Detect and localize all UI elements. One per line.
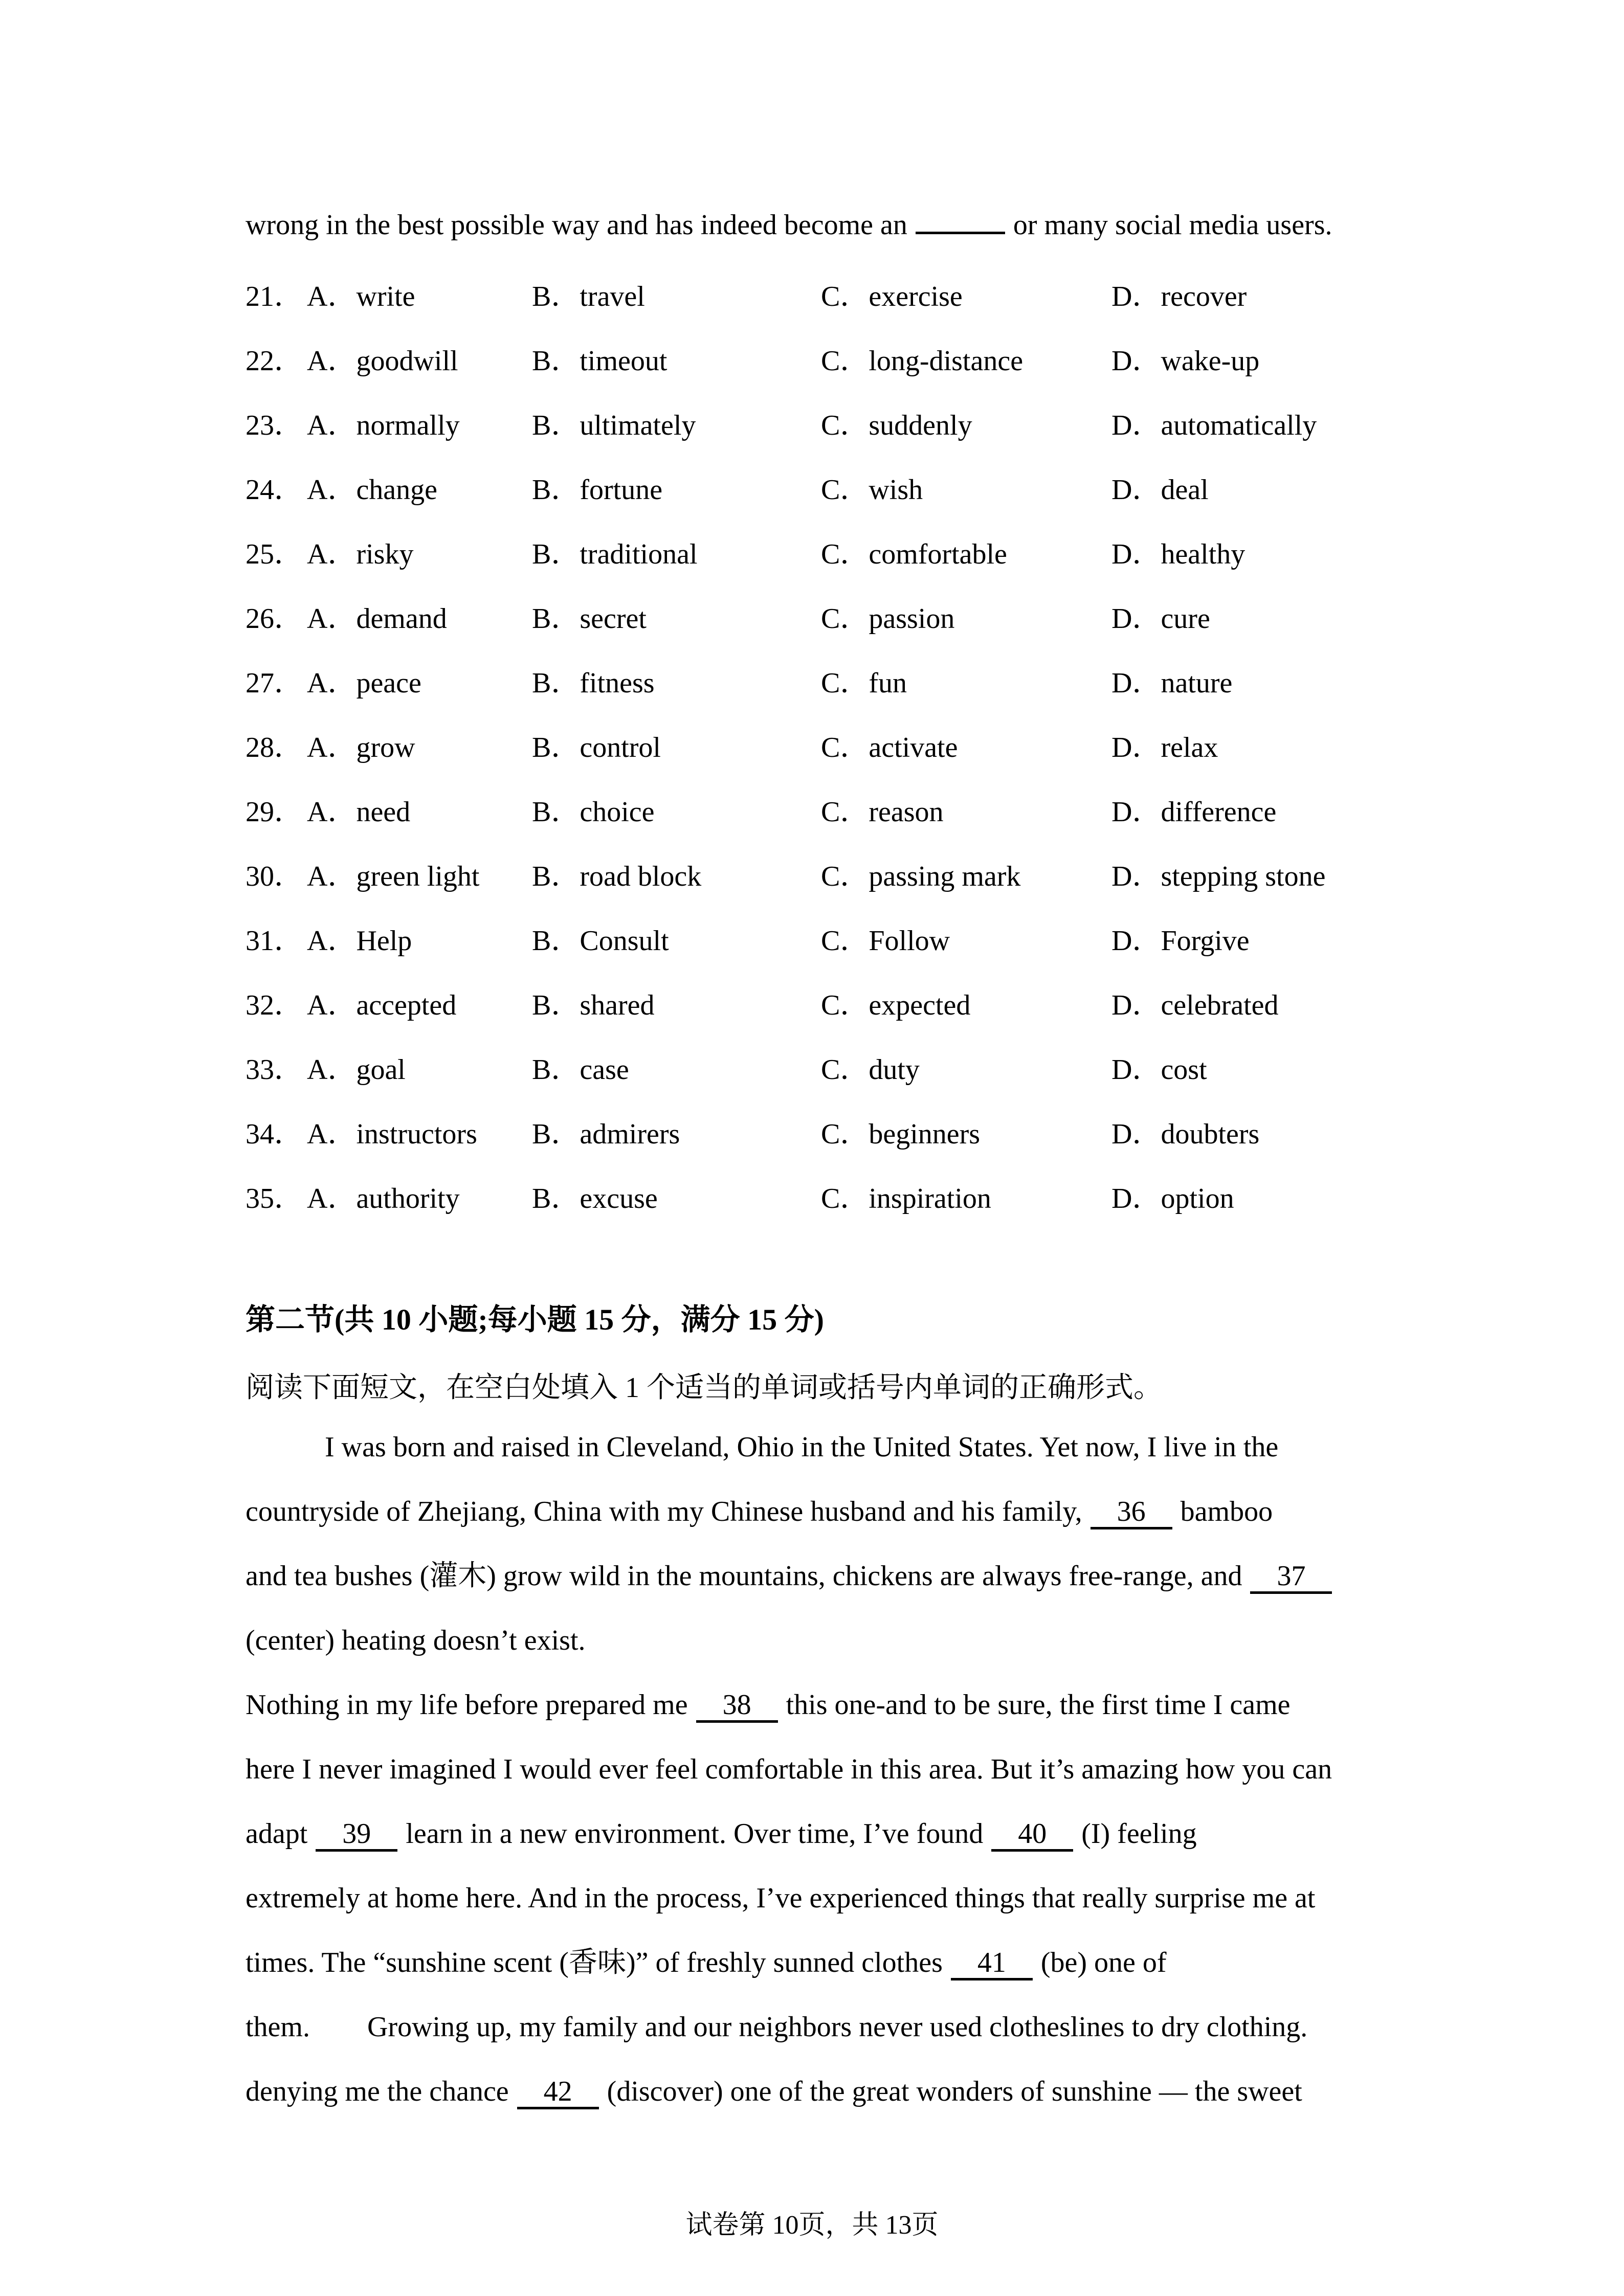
blank-40 [991,1819,1073,1852]
option-letter: C． [821,345,869,377]
option-text: comfortable [869,538,1007,570]
option-text: green light [356,861,480,892]
section2-title: 第二节(共 10 小题;每小题 15 分，满分 15 分) [246,1303,824,1336]
option-a [307,538,532,571]
option-letter: A． [307,1118,357,1150]
option-b [532,345,821,377]
passage-text: and tea bushes (灌木) grow wild in the mountains, chickens are always free-range, and [246,1560,1242,1592]
option-a [307,345,532,377]
section2-instruction: 阅读下面短文，在空白处填入 1 个适当的单词或括号内单词的正确形式。 [246,1372,1162,1404]
passage-text: (I) feeling [1081,1818,1197,1850]
passage-text: here I never imagined I would ever feel comfortable in this area. But it’s amazing how you can [246,1753,1332,1785]
option-b [532,409,821,442]
blank-number: 41 [977,1947,1006,1978]
option-d [1111,1118,1575,1151]
option-d [1111,925,1575,957]
option-c [821,538,1111,571]
question-row-23 [246,409,1575,442]
option-text: fortune [580,474,663,506]
option-text: case [580,1054,629,1086]
option-d [1111,731,1575,764]
option-text: traditional [580,538,698,570]
question-number: 23． [246,410,303,441]
option-letter: D． [1111,538,1161,570]
option-text: option [1161,1183,1234,1214]
option-letter: C． [821,410,869,441]
option-letter: A． [307,732,357,763]
question-number: 21． [246,281,303,312]
option-letter: B． [532,989,580,1021]
passage-text: (discover) one of the great wonders of sunshine — the sweet [607,2076,1302,2107]
option-letter: A． [307,989,357,1021]
option-text: instructors [356,1118,477,1150]
option-c [821,667,1111,700]
option-letter: A． [307,474,357,506]
passage-text: (center) heating doesn’t exist. [246,1625,586,1656]
option-text: peace [356,667,421,699]
option-letter: D． [1111,989,1161,1021]
question-row-32 [246,989,1575,1022]
option-text: exercise [869,281,963,312]
option-text: secret [580,603,647,635]
passage-text: I was born and raised in Cleveland, Ohio in the United States. Yet now, I live in the [325,1431,1279,1463]
option-text: control [580,732,661,763]
option-text: relax [1161,732,1218,763]
option-text: travel [580,281,645,312]
option-text: beginners [869,1118,981,1150]
option-letter: B． [532,1183,580,1214]
option-text: choice [580,796,655,828]
option-a [307,989,532,1022]
option-d [1111,1053,1575,1086]
option-text: long-distance [869,345,1024,377]
option-letter: D． [1111,1054,1161,1086]
option-letter: C． [821,861,869,892]
passage-line-8 [246,1882,1437,1915]
option-b [532,925,821,957]
passage-text: denying me the chance [246,2076,509,2107]
option-text: accepted [356,989,457,1021]
option-letter: B． [532,861,580,892]
question-row-26 [246,602,1575,635]
question-row-21 [246,280,1575,313]
option-letter: C． [821,1118,869,1150]
option-letter: B． [532,474,580,506]
option-letter: A． [307,667,357,699]
passage-line-9 [246,1946,1437,1980]
option-text: cure [1161,603,1210,635]
option-letter: D． [1111,732,1161,763]
blank-number: 37 [1277,1560,1306,1592]
option-b [532,1182,821,1215]
option-letter: C． [821,603,869,635]
option-d [1111,989,1575,1022]
option-text: risky [356,538,414,570]
option-letter: A． [307,538,357,570]
option-b [532,860,821,893]
passage-line-11 [246,2075,1437,2109]
option-letter: B． [532,1118,580,1150]
option-b [532,538,821,571]
page-footer: 试卷第 10页，共 13页 [685,2211,939,2240]
intro-post: or many social media users. [1013,209,1332,241]
option-text: healthy [1161,538,1245,570]
option-letter: C． [821,1183,869,1214]
option-letter: C． [821,796,869,828]
option-text: write [356,281,415,312]
question-number: 27． [246,667,303,699]
question-number: 30． [246,861,303,892]
option-text: road block [580,861,702,892]
option-text: difference [1161,796,1277,828]
option-c [821,345,1111,377]
option-a [307,1053,532,1086]
option-text: Forgive [1161,925,1250,957]
blank-number: 38 [722,1689,751,1721]
option-letter: C． [821,281,869,312]
option-a [307,667,532,700]
option-letter: D． [1111,861,1161,892]
blank-37 [1250,1562,1332,1594]
passage-line-5 [246,1689,1437,1723]
question-number: 26． [246,603,303,635]
option-c [821,796,1111,828]
blank-39 [316,1819,397,1852]
question-number: 32． [246,989,303,1021]
option-letter: D． [1111,1183,1161,1214]
question-number: 34． [246,1118,303,1150]
option-text: deal [1161,474,1209,506]
option-b [532,280,821,313]
option-letter: B． [532,603,580,635]
option-text: doubters [1161,1118,1260,1150]
passage-text: extremely at home here. And in the process, I’ve experienced things that really surprise me at [246,1882,1316,1914]
option-a [307,280,532,313]
option-letter: C． [821,989,869,1021]
blank-number: 36 [1117,1496,1146,1527]
blank-number: 39 [342,1818,371,1850]
passage-text: times. The “sunshine scent (香味)” of freshly sunned clothes [246,1947,943,1978]
intro-pre: wrong in the best possible way and has indeed become an [246,209,907,241]
option-letter: C． [821,474,869,506]
option-a [307,796,532,828]
question-row-24 [246,474,1575,506]
option-a [307,925,532,957]
question-row-30 [246,860,1575,893]
passage-text: (be) one of [1040,1947,1167,1978]
option-text: goodwill [356,345,458,377]
option-letter: D． [1111,281,1161,312]
option-text: need [356,796,411,828]
question-number: 25． [246,538,303,570]
option-letter: C． [821,1054,869,1086]
option-letter: D． [1111,796,1161,828]
question-row-34 [246,1118,1575,1151]
passage-line-1 [246,1431,1517,1464]
option-text: stepping stone [1161,861,1326,892]
option-letter: A． [307,410,357,441]
option-text: wish [869,474,923,506]
option-letter: A． [307,861,357,892]
passage-line-2 [246,1495,1437,1529]
option-b [532,989,821,1022]
question-number: 29． [246,796,303,828]
option-letter: B． [532,281,580,312]
option-d [1111,602,1575,635]
option-text: inspiration [869,1183,991,1214]
question-row-27 [246,667,1575,700]
option-d [1111,345,1575,377]
question-row-29 [246,796,1575,828]
option-c [821,1118,1111,1151]
option-letter: B． [532,925,580,957]
option-letter: D． [1111,603,1161,635]
passage-text: Nothing in my life before prepared me [246,1689,688,1721]
option-text: change [356,474,438,506]
option-text: cost [1161,1054,1207,1086]
passage-text: countryside of Zhejiang, China with my Chinese husband and his family, [246,1496,1082,1527]
option-letter: A． [307,345,357,377]
option-letter: D． [1111,667,1161,699]
blank-36 [1091,1497,1172,1529]
passage-line-6 [246,1753,1437,1786]
option-b [532,602,821,635]
question-row-28 [246,731,1575,764]
option-text: Follow [869,925,950,957]
option-text: reason [869,796,944,828]
option-letter: A． [307,1054,357,1086]
option-letter: D． [1111,474,1161,506]
option-a [307,602,532,635]
option-text: authority [356,1183,460,1214]
option-letter: B． [532,538,580,570]
option-text: passing mark [869,861,1021,892]
option-a [307,731,532,764]
option-text: celebrated [1161,989,1279,1021]
option-letter: A． [307,796,357,828]
passage-line-7 [246,1817,1437,1852]
option-c [821,280,1111,313]
option-letter: D． [1111,410,1161,441]
blank-42 [517,2077,599,2109]
option-a [307,1118,532,1151]
question-number: 31． [246,925,303,957]
option-letter: C． [821,667,869,699]
option-letter: A． [307,603,357,635]
option-text: goal [356,1054,406,1086]
option-d [1111,474,1575,506]
question-row-22 [246,345,1575,377]
option-text: ultimately [580,410,696,441]
option-letter: A． [307,925,357,957]
option-text: passion [869,603,955,635]
question-number: 24． [246,474,303,506]
option-c [821,1053,1111,1086]
option-c [821,925,1111,957]
option-d [1111,1182,1575,1215]
option-b [532,731,821,764]
option-c [821,1182,1111,1215]
option-text: wake-up [1161,345,1260,377]
option-letter: A． [307,1183,357,1214]
option-text: duty [869,1054,920,1086]
option-letter: B． [532,732,580,763]
option-b [532,1053,821,1086]
option-letter: D． [1111,925,1161,957]
question-row-35 [246,1182,1575,1215]
option-a [307,409,532,442]
question-row-31 [246,925,1575,957]
question-number: 33． [246,1054,303,1086]
option-b [532,1118,821,1151]
option-c [821,989,1111,1022]
passage-line-3 [246,1560,1437,1594]
blank-number: 40 [1018,1818,1047,1850]
option-b [532,796,821,828]
option-b [532,667,821,700]
option-text: recover [1161,281,1247,312]
option-letter: D． [1111,345,1161,377]
passage-text: bamboo [1180,1496,1273,1527]
option-letter: C． [821,732,869,763]
option-text: automatically [1161,410,1317,441]
option-d [1111,796,1575,828]
blank-38 [696,1691,778,1723]
option-text: Consult [580,925,669,957]
intro-line [246,209,1422,241]
option-letter: A． [307,281,357,312]
option-c [821,602,1111,635]
option-text: fun [869,667,907,699]
option-letter: D． [1111,1118,1161,1150]
option-text: timeout [580,345,668,377]
blank-number: 42 [543,2076,572,2107]
question-row-33 [246,1053,1575,1086]
passage-line-4 [246,1624,1437,1657]
option-text: demand [356,603,447,635]
option-letter: B． [532,667,580,699]
option-b [532,474,821,506]
option-d [1111,538,1575,571]
option-c [821,474,1111,506]
option-d [1111,667,1575,700]
passage-text: adapt [246,1818,308,1850]
option-c [821,860,1111,893]
option-text: expected [869,989,971,1021]
blank-41 [951,1948,1033,1980]
option-text: admirers [580,1118,680,1150]
option-a [307,860,532,893]
option-text: suddenly [869,410,972,441]
passage-text: learn in a new environment. Over time, I’ve found [406,1818,984,1850]
option-letter: B． [532,796,580,828]
option-text: grow [356,732,415,763]
option-letter: B． [532,1054,580,1086]
intro-blank-line [916,226,1005,234]
option-a [307,1182,532,1215]
option-text: Help [356,925,412,957]
option-a [307,474,532,506]
option-text: fitness [580,667,655,699]
option-c [821,731,1111,764]
option-letter: B． [532,410,580,441]
question-number: 22． [246,345,303,377]
option-text: excuse [580,1183,658,1214]
option-text: shared [580,989,655,1021]
passage-text: this one-and to be sure, the first time I came [786,1689,1291,1721]
option-c [821,409,1111,442]
option-letter: B． [532,345,580,377]
question-number: 28． [246,732,303,763]
option-letter: C． [821,925,869,957]
passage-text: them. Growing up, my family and our neighbors never used clotheslines to dry clothing. [246,2011,1308,2043]
option-d [1111,280,1575,313]
option-text: nature [1161,667,1233,699]
question-row-25 [246,538,1575,571]
option-letter: C． [821,538,869,570]
passage-line-10 [246,2011,1437,2043]
option-d [1111,409,1575,442]
option-d [1111,860,1575,893]
option-text: normally [356,410,460,441]
question-number: 35． [246,1183,303,1214]
option-text: activate [869,732,958,763]
